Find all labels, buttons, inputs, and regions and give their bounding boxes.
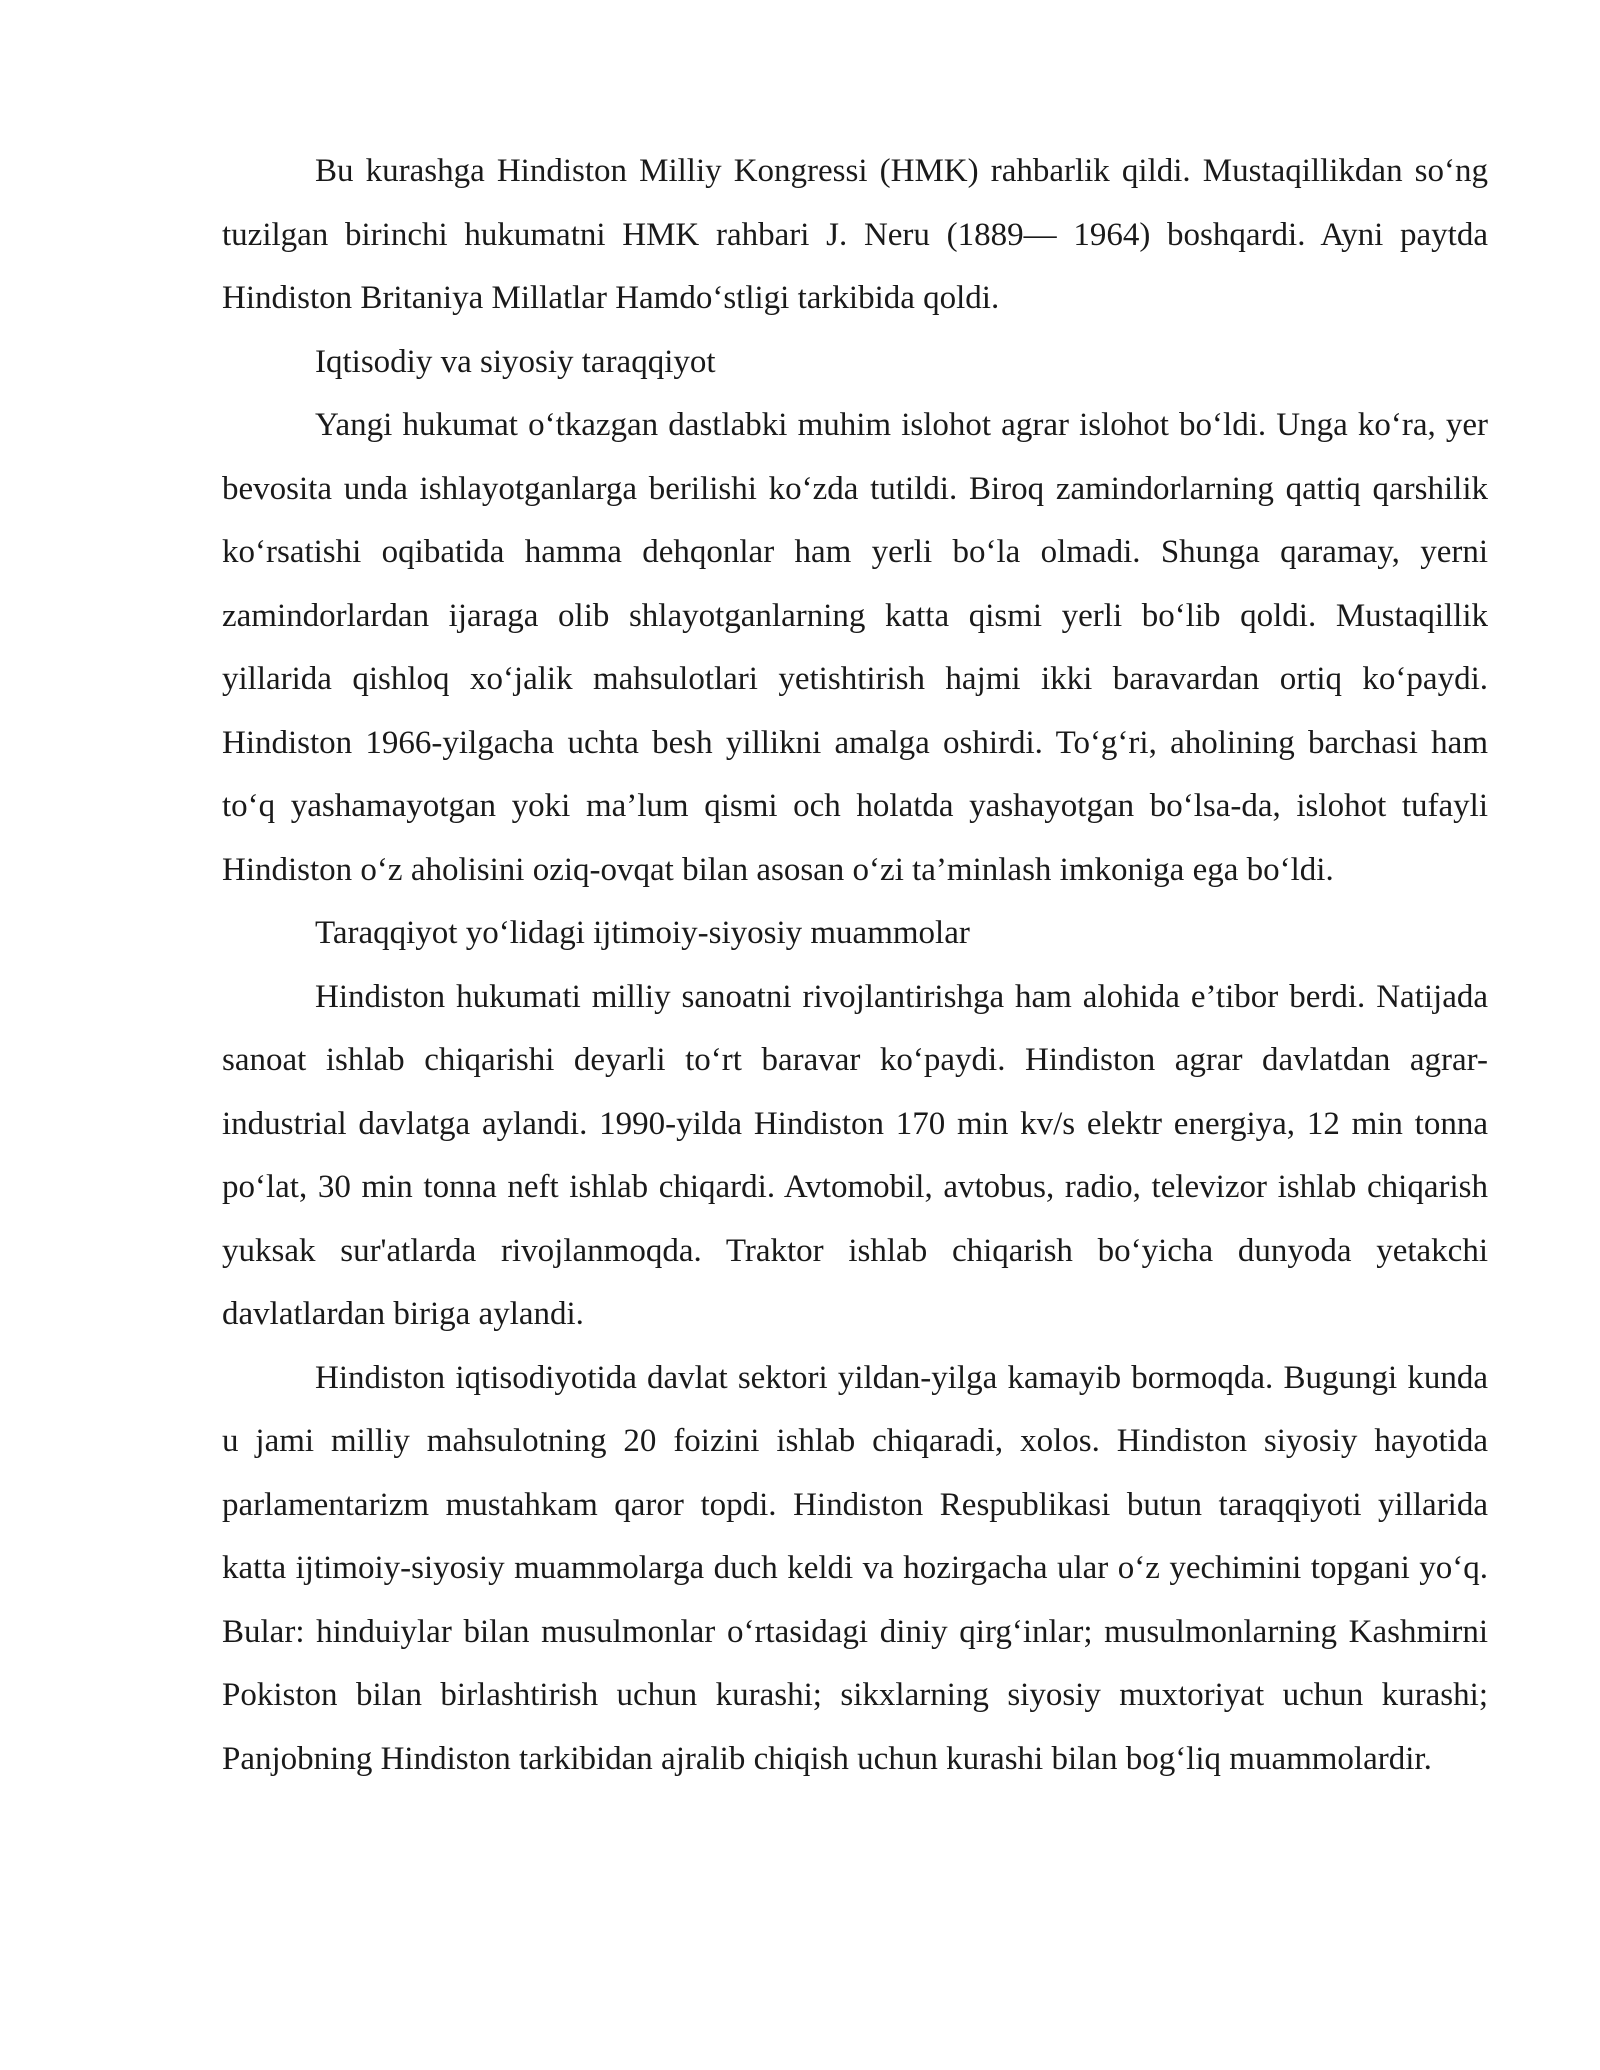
section-heading-social-political-problems: Taraqqiyot yo‘lidagi ijtimoiy-siyosiy muammolar	[315, 915, 970, 951]
section-heading-economic-political-development: Iqtisodiy va siyosiy taraqqiyot	[315, 343, 716, 380]
paragraph-hmk-leadership: Bu kurashga Hindiston Milliy Kongressi (HMK) rahbarlik qildi. Mustaqillikdan so‘ng tuzilgan birinchi hukumatni HMK rahbari J. Neru (1889— 1964) boshqardi. Ayni paytda Hindiston Britaniya Millatlar Hamdo‘stligi tarkibida qoldi.	[222, 153, 1488, 316]
paragraph-agrarian-reform: Yangi hukumat o‘tkazgan dastlabki muhim islohot agrar islohot bo‘ldi. Unga ko‘ra, yer bevosita unda ishlayotganlarga berilishi ko‘zda tutildi. Biroq zamindorlarning qattiq qarshilik ko‘rsatishi oqibatida hamma dehqonlar ham yerli bo‘la olmadi. Shunga qaramay, yerni zamindorlardan ijaraga olib shlayotganlarning katta qismi yerli bo‘lib qoldi. Mustaqillik yillarida qishloq xo‘jalik mahsulotlari yetishtirish hajmi ikki baravardan ortiq ko‘paydi. Hindiston 1966-yilgacha uchta besh yillikni amalga oshirdi. To‘g‘ri, aholining barchasi ham to‘q yashamayotgan yoki ma’lum qismi och holatda yashayotgan bo‘lsa-da, islohot tufayli Hindiston o‘z aholisini oziq-ovqat bilan asosan o‘zi ta’minlash imkoniga ega bo‘ldi.	[222, 407, 1488, 888]
document-page	[222, 140, 1488, 1791]
paragraph-industrial-development: Hindiston hukumati milliy sanoatni rivojlantirishga ham alohida e’tibor berdi. Natijada sanoat ishlab chiqarishi deyarli to‘rt baravar ko‘paydi. Hindiston agrar davlatdan agrar-industrial davlatga aylandi. 1990-yilda Hindiston 170 min kv/s elektr energiya, 12 min tonna po‘lat, 30 min tonna neft ishlab chiqardi. Avtomobil, avtobus, radio, televizor ishlab chiqarish yuksak sur'atlarda rivojlanmoqda. Traktor ishlab chiqarish bo‘yicha dunyoda yetakchi davlatlardan biriga aylandi.	[222, 978, 1488, 1332]
paragraph-state-sector-problems: Hindiston iqtisodiyotida davlat sektori yildan-yilga kamayib bormoqda. Bugungi kunda u jami milliy mahsulotning 20 foizini ishlab chiqaradi, xolos. Hindiston siyosiy hayotida parlamentarizm mustahkam qaror topdi. Hindiston Respublikasi butun taraqqiyoti yillarida katta ijtimoiy-siyosiy muammolarga duch keldi va hozirgacha ular o‘z yechimini topgani yo‘q. Bular: hinduiylar bilan musulmonlar o‘rtasidagi diniy qirg‘inlar; musulmonlarning Kashmirni Pokiston bilan birlashtirish uchun kurashi; sikxlarning siyosiy muxtoriyat uchun kurashi; Panjobning Hindiston tarkibidan ajralib chiqish uchun kurashi bilan bog‘liq muammolardir.	[222, 1359, 1488, 1777]
